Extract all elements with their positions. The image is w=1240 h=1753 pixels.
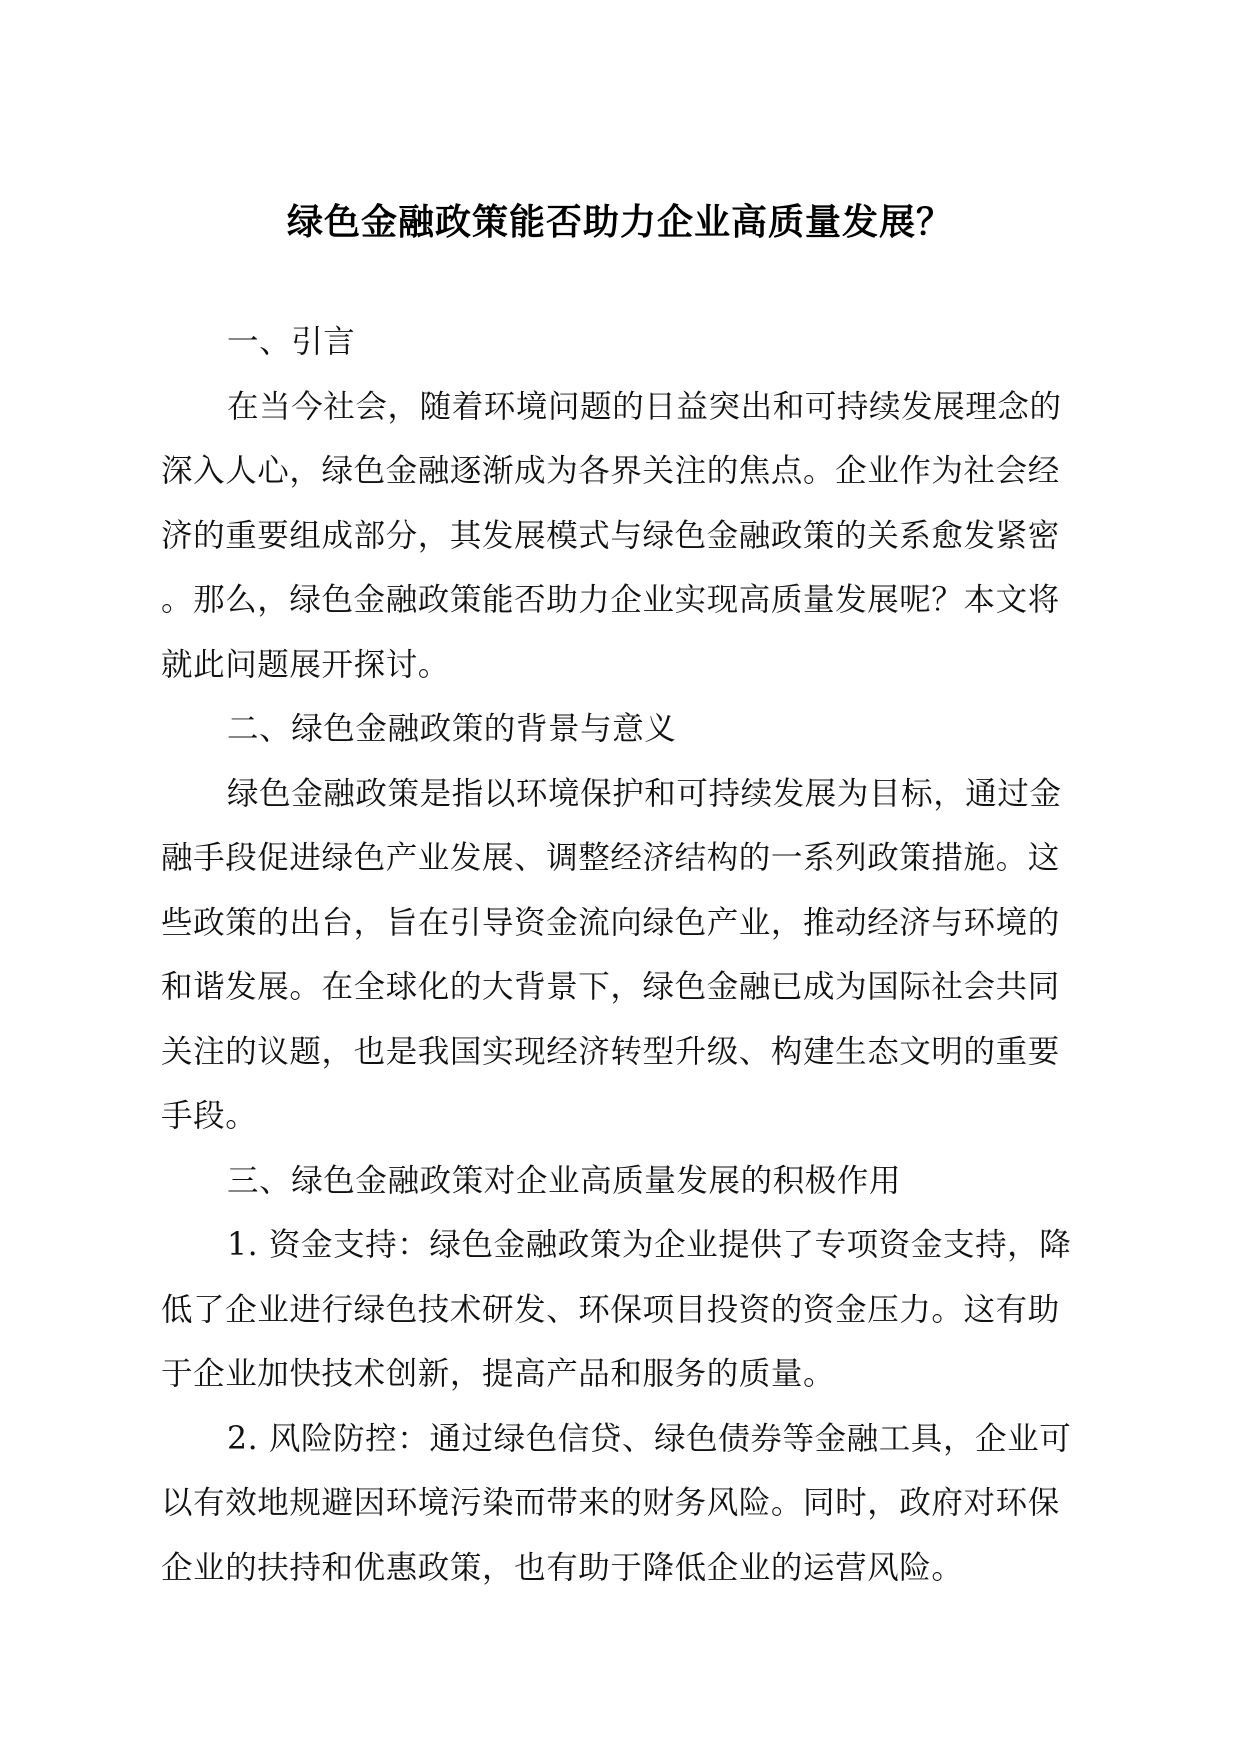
paragraph-line: 绿色金融政策是指以环境保护和可持续发展为目标，通过金 bbox=[227, 775, 1062, 812]
paragraph-line: 手段。 bbox=[161, 1098, 258, 1134]
list-item-risk-control: 2. 风险防控：通过绿色信贷、绿色债券等金融工具，企业可 bbox=[227, 1420, 1072, 1457]
section-heading-positive-effects: 三、绿色金融政策对企业高质量发展的积极作用 bbox=[227, 1162, 902, 1199]
paragraph-line: 融手段促进绿色产业发展、调整经济结构的一系列政策措施。这 bbox=[161, 840, 1060, 876]
paragraph-line: 和谐发展。在全球化的大背景下，绿色金融已成为国际社会共同 bbox=[161, 969, 1060, 1005]
paragraph-line: 低了企业进行绿色技术研发、环保项目投资的资金压力。这有助 bbox=[161, 1291, 1060, 1328]
paragraph-line: 以有效地规避因环境污染而带来的财务风险。同时，政府对环保 bbox=[161, 1485, 1060, 1521]
paragraph-line: 于企业加快技术创新，提高产品和服务的质量。 bbox=[161, 1356, 836, 1392]
paragraph-line: 。那么，绿色金融政策能否助力企业实现高质量发展呢？本文将 bbox=[161, 582, 1060, 618]
document-title: 绿色金融政策能否助力企业高质量发展？ bbox=[286, 201, 953, 243]
section-heading-background: 二、绿色金融政策的背景与意义 bbox=[227, 711, 677, 747]
document-body bbox=[161, 310, 1111, 1600]
paragraph-line: 企业的扶持和优惠政策，也有助于降低企业的运营风险。 bbox=[161, 1549, 964, 1586]
paragraph-line: 就此问题展开探讨。 bbox=[161, 646, 450, 683]
paragraph-line: 济的重要组成部分，其发展模式与绿色金融政策的关系愈发紧密 bbox=[161, 517, 1060, 554]
paragraph-line: 些政策的出台，旨在引导资金流向绿色产业，推动经济与环境的 bbox=[161, 904, 1060, 941]
paragraph-line: 关注的议题，也是我国实现经济转型升级、构建生态文明的重要 bbox=[161, 1033, 1060, 1070]
list-item-funding-support: 1. 资金支持：绿色金融政策为企业提供了专项资金支持，降 bbox=[227, 1227, 1072, 1263]
section-heading-introduction: 一、引言 bbox=[227, 324, 356, 360]
paragraph-line: 在当今社会，随着环境问题的日益突出和可持续发展理念的 bbox=[227, 388, 1062, 425]
paragraph-line: 深入人心，绿色金融逐渐成为各界关注的焦点。企业作为社会经 bbox=[161, 453, 1060, 489]
